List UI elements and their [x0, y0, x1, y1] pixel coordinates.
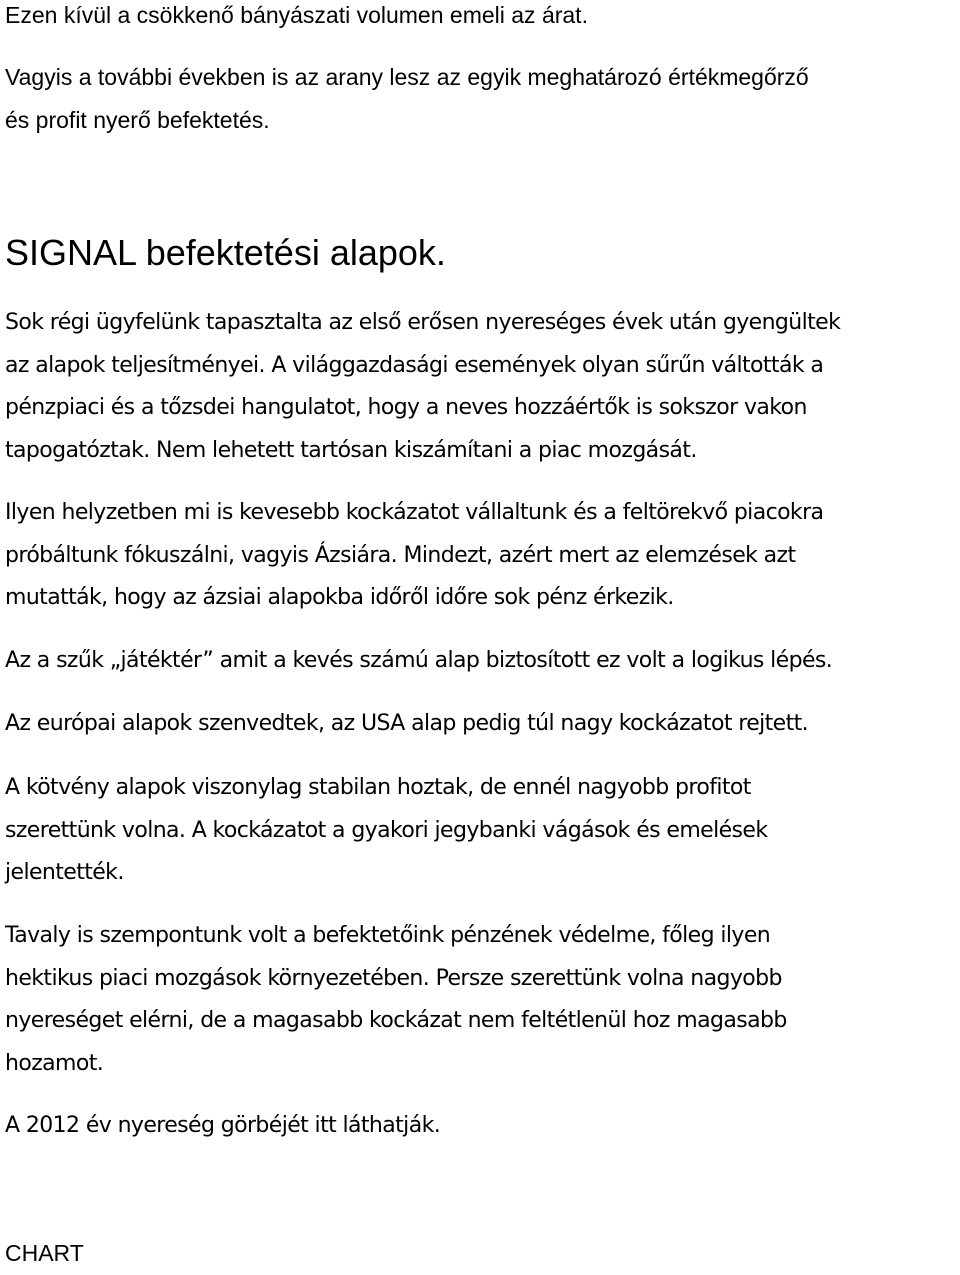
intro-paragraph: [5, 56, 809, 142]
text-line: CHART: [5, 1240, 84, 1266]
text-line: Sok régi ügyfelünk tapasztalta az első erősen nyereséges évek után gyengültek: [5, 310, 841, 335]
text-line: A 2012 év nyereség görbéjét itt láthatják.: [5, 1113, 441, 1138]
text-line: Ilyen helyzetben mi is kevesebb kockázatot vállaltunk és a feltörekvő piacokra: [5, 500, 824, 525]
text-line: szerettünk volna. A kockázatot a gyakori jegybanki vágások és emelések: [5, 817, 768, 843]
text-line: pénzpiaci és a tőzsdei hangulatot, hogy a neves hozzáértők is sokszor vakon: [5, 395, 807, 420]
text-line: hozamot.: [5, 1050, 104, 1076]
text-line: A kötvény alapok viszonylag stabilan hoztak, de ennél nagyobb profitot: [5, 775, 751, 800]
paragraph-2: [5, 492, 823, 620]
text-line: és profit nyerő befektetés.: [5, 107, 270, 133]
section-heading: SIGNAL befektetési alapok.: [5, 232, 446, 273]
text-line: Vagyis a további években is az arany lesz az egyik meghatározó értékmegőrző: [5, 64, 809, 90]
text-line: jelentették.: [5, 860, 124, 885]
chart-placeholder: [5, 1232, 84, 1275]
paragraph-4: [5, 703, 808, 746]
intro-line: [5, 0, 588, 37]
paragraph-1: [5, 302, 840, 472]
text-line: Ezen kívül a csökkenő bányászati volumen emeli az árat.: [5, 2, 588, 28]
text-line: Az a szűk „játéktér” amit a kevés számú alap biztosított ez volt a logikus lépés.: [5, 648, 833, 673]
paragraph-6: [5, 915, 787, 1085]
text-line: mutatták, hogy az ázsiai alapokba időről időre sok pénz érkezik.: [5, 585, 674, 610]
text-line: tapogatóztak. Nem lehetett tartósan kiszámítani a piac mozgását.: [5, 437, 697, 463]
text-line: Az európai alapok szenvedtek, az USA alap pedig túl nagy kockázatot rejtett.: [5, 711, 809, 736]
text-line: próbáltunk fókuszálni, vagyis Ázsiára. Mindezt, azért mert az elemzések azt: [5, 542, 796, 568]
text-line: az alapok teljesítményei. A világgazdasági események olyan sűrűn váltották a: [5, 352, 824, 378]
text-line: Tavaly is szempontunk volt a befektetőink pénzének védelme, főleg ilyen: [5, 923, 771, 948]
paragraph-3: [5, 640, 832, 683]
paragraph-7: [5, 1105, 440, 1148]
paragraph-5: [5, 767, 768, 895]
text-line: hektikus piaci mozgások környezetében. Persze szerettünk volna nagyobb: [5, 965, 782, 991]
text-line: nyereséget elérni, de a magasabb kockázat nem feltétlenül hoz magasabb: [5, 1008, 787, 1033]
